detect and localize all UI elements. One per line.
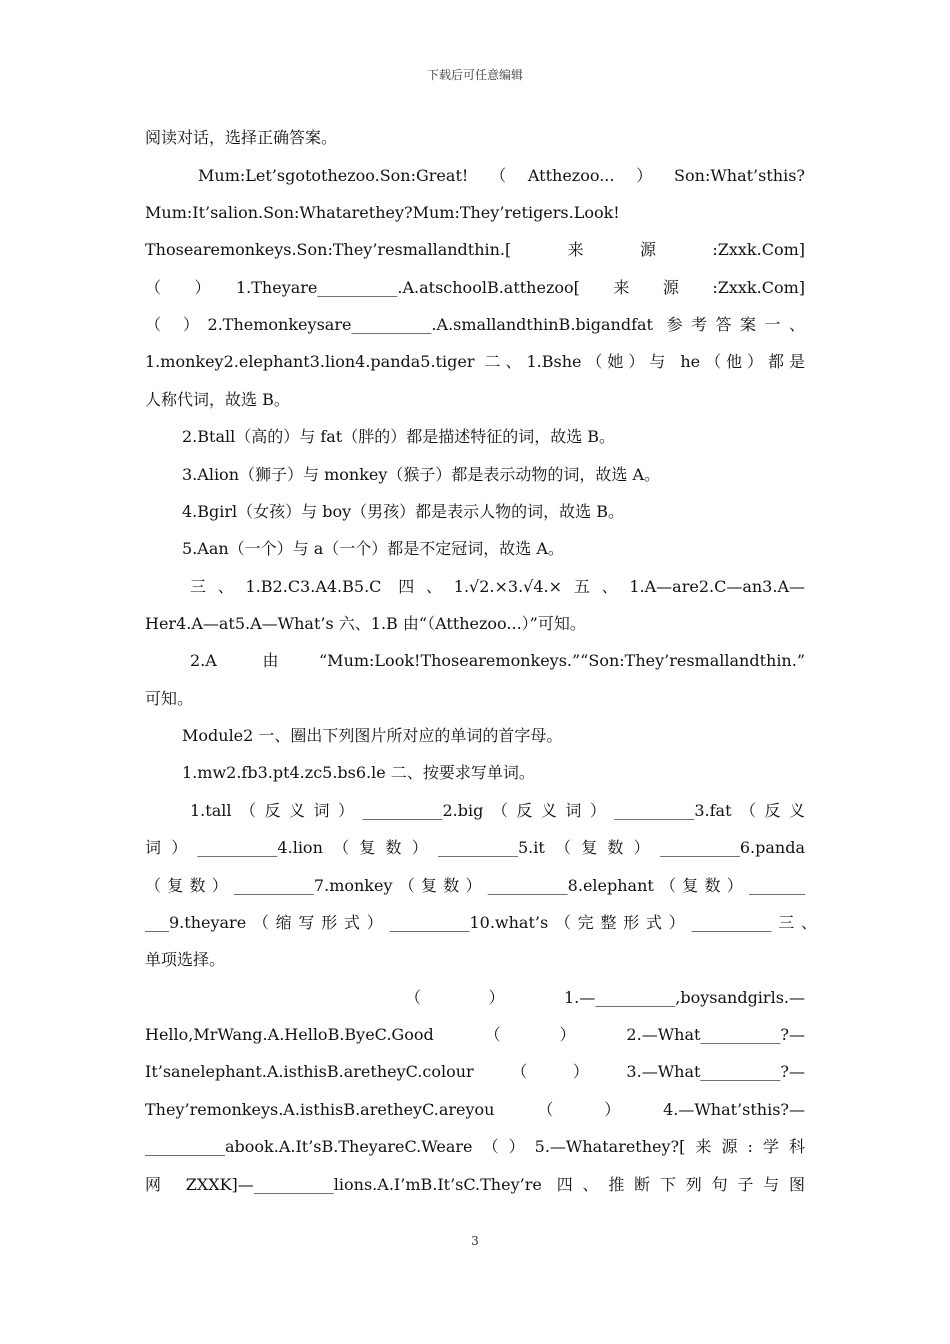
text-line: （复数）__________7.monkey（复数）__________8.elephant（复数）_______ [145,876,805,895]
text-line: 4.Bgirl（女孩）与 boy（男孩）都是表示人物的词，故选 B。 [182,502,624,521]
text-line: Her4.A—at5.A—What’s 六、1.B 由“（Atthezoo...）”可知。 [145,614,586,633]
text-line: 人称代词，故选 B。 [145,390,290,409]
text-line: 5.Aan（一个）与 a（一个）都是不定冠词，故选 A。 [182,539,564,558]
page-number: 3 [471,1234,479,1248]
text-line: （ ）2.Themonkeysare__________.A.smallandthinB.bigandfat 参考答案一、 [145,315,805,334]
page-header: 下载后可任意编辑 [426,68,523,82]
text-line: 3.Alion（狮子）与 monkey（猴子）都是表示动物的词，故选 A。 [182,465,661,484]
text-line: 1.monkey2.elephant3.lion4.panda5.tiger 二、1.Bshe（她）与 he（他）都是 [145,352,805,371]
text-line: Hello,MrWang.A.HelloB.ByeC.Good （ ） 2.—What__________?— [145,1025,805,1044]
text-line: 2.A 由“Mum:Look!Thosearemonkeys.”“Son:They’resmallandthin.” [190,651,805,670]
text-line: 单项选择。 [145,950,226,969]
text-line: 2.Btall（高的）与 fat（胖的）都是描述特征的词，故选 B。 [182,427,616,446]
text-line: Mum:It’salion.Son:Whatarethey?Mum:They’retigers.Look! [145,203,620,222]
text-line: 阅读对话，选择正确答案。 [145,128,338,147]
text-line: Module2 一、圈出下列图片所对应的单词的首字母。 [182,726,563,745]
text-line: It’sanelephant.A.isthisB.aretheyC.colour （ ） 3.—What__________?— [145,1062,805,1081]
text-line: 词）__________4.lion（复数）__________5.it（复数）__________6.panda [145,838,805,857]
text-line: 1.mw2.fb3.pt4.zc5.bs6.le 二、按要求写单词。 [182,763,535,782]
text-line: Mum:Let’sgotothezoo.Son:Great!（Atthezoo...）Son:What’sthis? [198,166,805,185]
text-line: 三、1.B2.C3.A4.B5.C 四、1.√2.×3.√4.×五、1.A—are2.C—an3.A— [190,577,805,596]
text-line: Thosearemonkeys.Son:They’resmallandthin.[ 来 源 :Zxxk.Com] [145,240,805,259]
text-line: 1.tall（反义词）__________2.big（反义词）__________3.fat（反义 [190,801,805,820]
text-line: ___9.theyare（缩写形式）__________10.what’s（完整形式）__________三、 [145,913,817,932]
text-line: They’remonkeys.A.isthisB.aretheyC.areyou （ ） 4.—What’sthis?— [145,1100,805,1119]
text-line: 网 ZXXK]—__________lions.A.I’mB.It’sC.They’re 四、推断下列句子与图 [145,1175,805,1194]
text-line: 可知。 [145,689,194,708]
text-line: __________abook.A.It’sB.TheyareC.Weare（）5.—Whatarethey?[来源:学科 [145,1137,805,1156]
text-line: （ ） 1.Theyare__________.A.atschoolB.atthezoo[ 来 源 :Zxxk.Com] [145,278,805,297]
text-line: （ ） 1.—__________,boysandgirls.— [405,988,805,1007]
